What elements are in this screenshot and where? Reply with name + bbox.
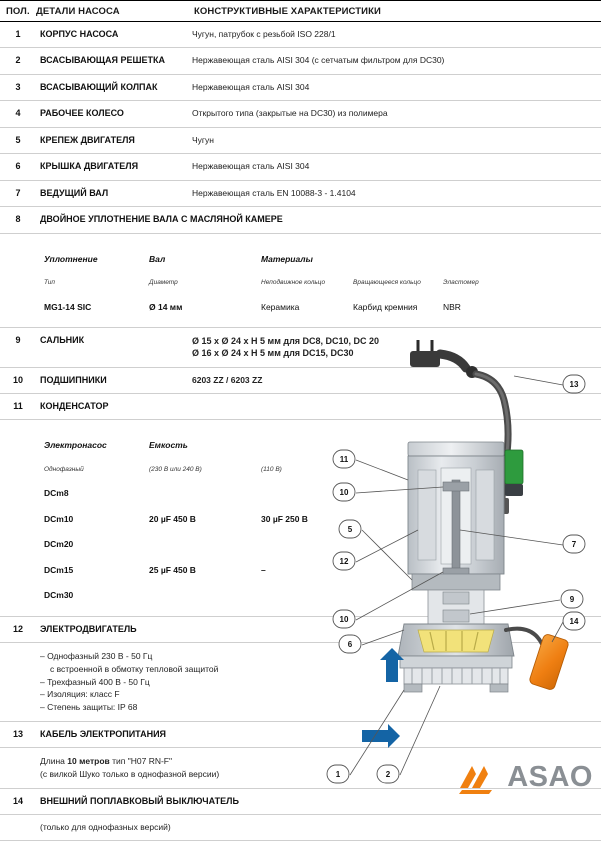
row-part-name: ДВОЙНОЕ УПЛОТНЕНИЕ ВАЛА С МАСЛЯНОЙ КАМЕРЕ: [36, 207, 601, 233]
callout-bubble: [333, 483, 355, 501]
row-part-name: ЭЛЕКТРОДВИГАТЕЛЬ: [36, 616, 601, 642]
cap-230: 25 µF 450 B: [149, 564, 196, 575]
seal-subtable: [40, 247, 483, 321]
row-description: 6203 ZZ / 6203 ZZ: [188, 367, 601, 393]
header-col-num: ПОЛ.: [0, 1, 36, 22]
motor-line: – Однофазный 230 В - 50 Гц: [40, 651, 153, 662]
row-number: 11: [0, 393, 36, 419]
callout-bubble: [333, 552, 355, 570]
callout-bubble: [377, 765, 399, 783]
cap-h-capacity: Емкость: [149, 440, 188, 451]
seal-h-shaft: Вал: [149, 253, 166, 264]
svg-text:6: 6: [347, 640, 353, 649]
callout-bubble: [333, 450, 355, 468]
callout-bubble: [563, 375, 585, 393]
row-part-name: ВНЕШНИЙ ПОПЛАВКОВЫЙ ВЫКЛЮЧАТЕЛЬ: [36, 788, 601, 814]
seal-subtable-head1: [40, 247, 483, 272]
seal-h2-elastomer: Эластомер: [443, 279, 479, 286]
cap-230: [145, 583, 257, 608]
table-header: [0, 1, 601, 22]
row-description: Открытого типа (закрытые на DC30) из полимера: [188, 101, 601, 127]
cap-230: [145, 532, 257, 557]
row-number: 14: [0, 788, 36, 814]
callout-bubble: [327, 765, 349, 783]
seal-v-stationary: Керамика: [261, 301, 300, 312]
cap-model: DCm15: [44, 564, 74, 575]
cap-h2-110v: (110 В): [261, 465, 282, 473]
row-part-name: ПОДШИПНИКИ: [36, 367, 188, 393]
float-body: [529, 633, 570, 690]
seal-h2-diameter: Диаметр: [149, 279, 178, 286]
seal-h2-type: Тип: [44, 279, 55, 286]
row-number: 5: [0, 127, 36, 153]
row-number: 12: [0, 616, 36, 642]
cap-110: 30 µF 250 B: [261, 513, 308, 524]
row-part-name: САЛЬНИК: [36, 328, 188, 367]
callout-bubble: [563, 612, 585, 630]
float-switch-group: [506, 629, 569, 691]
table-row-seal: [0, 207, 601, 233]
seal-h-materials: Материалы: [261, 253, 313, 264]
callout-bubble: [339, 635, 361, 653]
callout-bubble: [563, 535, 585, 553]
svg-text:2: 2: [385, 770, 391, 779]
asao-logo-text: ASAO: [507, 760, 593, 793]
row-part-name: КАБЕЛЬ ЭЛЕКТРОПИТАНИЯ: [36, 721, 601, 747]
row-number: 13: [0, 721, 36, 747]
cap-model: DCm8: [44, 488, 69, 499]
svg-text:9: 9: [569, 595, 575, 604]
row-number-spacer: [0, 748, 36, 789]
svg-text:14: 14: [569, 617, 579, 626]
cap-h2-single-phase: Однофазный: [44, 465, 84, 473]
header-col-name: ДЕТАЛИ НАСОСА: [36, 1, 188, 22]
row-description: Чугун: [188, 127, 601, 153]
row-description: Нержавеющая сталь EN 10088-3 - 1.4104: [188, 180, 601, 206]
table-row: [0, 154, 601, 180]
seal-h2-rotating-ring: Вращающееся кольцо: [353, 279, 421, 286]
cap-h2-230v: (230 В или 240 В): [149, 465, 202, 473]
cap-230: 20 µF 450 B: [149, 513, 196, 524]
callout-bubble: [333, 610, 355, 628]
row-number: 8: [0, 207, 36, 233]
row-number: 1: [0, 22, 36, 48]
row-number: 6: [0, 154, 36, 180]
svg-text:1: 1: [335, 770, 341, 779]
svg-text:10: 10: [339, 488, 349, 497]
row-description: Чугун, патрубок с резьбой ISO 228/1: [188, 22, 601, 48]
seal-subtable-head2: [40, 272, 483, 295]
seal-h2-stationary-ring: Неподвижное кольцо: [261, 279, 326, 286]
cap-110: –: [261, 564, 266, 575]
seal-detail-cell: [36, 233, 601, 328]
row-part-name: РАБОЧЕЕ КОЛЕСО: [36, 101, 188, 127]
oilseal-line-2: Ø 16 x Ø 24 x H 5 мм для DC15, DC30: [192, 348, 354, 359]
cable-length-prefix: Длина: [40, 756, 68, 767]
table-row: [0, 22, 601, 48]
table-row: [0, 48, 601, 74]
seal-h-blank: [349, 247, 439, 272]
motor-line: с встроенной в обмотку тепловой защитой: [50, 663, 219, 674]
table-row: [0, 180, 601, 206]
flow-arrow-right: [362, 724, 400, 748]
table-row: [0, 127, 601, 153]
motor-line: – Изоляция: класс F: [40, 689, 120, 700]
row-description: Нержавеющая сталь AISI 304 (с сетчатым фильтром для DC30): [188, 48, 601, 74]
header-col-desc: КОНСТРУКТИВНЫЕ ХАРАКТЕРИСТИКИ: [188, 1, 601, 22]
row-part-name: ВЕДУЩИЙ ВАЛ: [36, 180, 188, 206]
seal-v-type: MG1-14 SIC: [44, 301, 92, 312]
impeller: [418, 630, 494, 652]
suction-cover: [400, 656, 512, 668]
row-number-spacer: [0, 233, 36, 328]
cap-230: [145, 481, 257, 506]
row-part-name: КОНДЕНСАТОР: [36, 393, 601, 419]
row-part-name: КОРПУС НАСОСА: [36, 22, 188, 48]
row-number: 10: [0, 367, 36, 393]
row-part-name: ВСАСЫВАЮЩАЯ РЕШЕТКА: [36, 48, 188, 74]
pump-illustration: [300, 330, 601, 800]
table-row: [0, 101, 601, 127]
row-number: 3: [0, 74, 36, 100]
callout-bubble: [339, 520, 361, 538]
motor-line: – Степень защиты: IP 68: [40, 702, 138, 713]
cap-model: DCm30: [44, 590, 74, 601]
row-part-name: ВСАСЫВАЮЩИЙ КОЛПАК: [36, 74, 188, 100]
row-number: 9: [0, 328, 36, 367]
row-number-spacer: [0, 420, 36, 617]
cable-length-value: 10 метров: [67, 756, 110, 767]
svg-text:7: 7: [571, 540, 577, 549]
row-part-name: КРЕПЕЖ ДВИГАТЕЛЯ: [36, 127, 188, 153]
seal-subtable-values: [40, 295, 483, 320]
row-number: 7: [0, 180, 36, 206]
cable-type: тип "H07 RN-F": [109, 756, 173, 767]
seal-v-diameter: Ø 14 мм: [149, 301, 183, 312]
row-number-spacer: [0, 643, 36, 722]
cap-model: DCm10: [44, 513, 74, 524]
suction-grid-icon: [404, 668, 508, 684]
asao-logo: [456, 760, 593, 794]
seal-h-seal: Уплотнение: [44, 253, 98, 264]
cap-h-pump: Электронасос: [44, 440, 107, 451]
table-row: [0, 74, 601, 100]
svg-text:12: 12: [339, 557, 349, 566]
row-number: 2: [0, 48, 36, 74]
row-number: 4: [0, 101, 36, 127]
motor-line: – Трехфазный 400 В - 50 Гц: [40, 676, 150, 687]
svg-text:10: 10: [339, 615, 349, 624]
svg-text:11: 11: [339, 455, 349, 464]
pump-body-group: [362, 442, 523, 748]
schuko-plug-icon: [410, 340, 478, 378]
svg-text:13: 13: [569, 380, 579, 389]
callout-bubble: [561, 590, 583, 608]
bearing-upper: [443, 482, 469, 491]
table-row-seal-detail: [0, 233, 601, 328]
asao-logo-mark-icon: [456, 760, 502, 794]
row-part-name: КРЫШКА ДВИГАТЕЛЯ: [36, 154, 188, 180]
cap-model: DCm20: [44, 539, 74, 550]
oilseal-line-1: Ø 15 x Ø 24 x H 5 мм для DC8, DC10, DC 20: [192, 336, 380, 347]
float-note: (только для однофазных версий): [36, 814, 601, 840]
seal-v-rotating: Карбид кремния: [353, 301, 418, 312]
table-row-float-detail: [0, 814, 601, 840]
row-number-spacer: [0, 814, 36, 840]
cable-note: (с вилкой Шуко только в однофазной версии): [40, 768, 220, 779]
row-description: Нержавеющая сталь AISI 304: [188, 74, 601, 100]
table-header-row: [0, 1, 601, 22]
row-description: Нержавеющая сталь AISI 304: [188, 154, 601, 180]
terminal-block: [505, 450, 523, 484]
svg-text:5: 5: [347, 525, 353, 534]
seal-v-elastomer: NBR: [443, 301, 461, 312]
